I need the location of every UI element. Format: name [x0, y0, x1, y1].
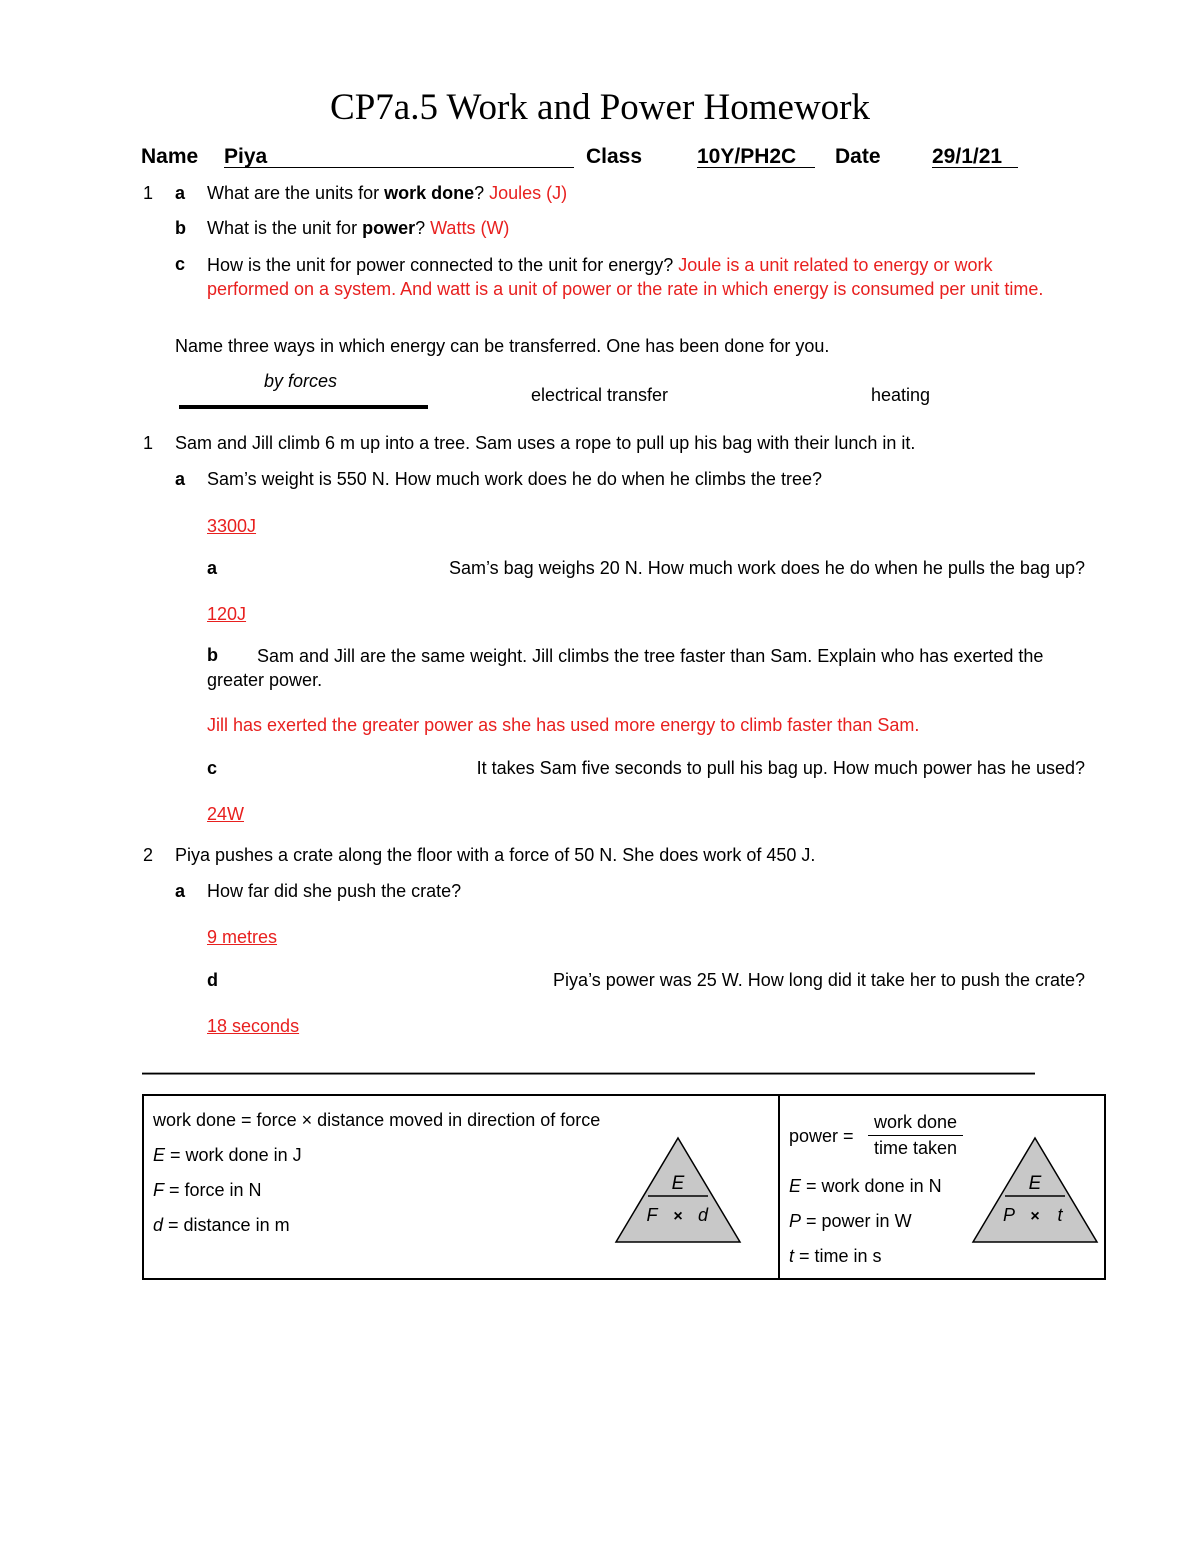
question-text: It takes Sam five seconds to pull his bag up. How much power has he used? — [476, 758, 1085, 778]
question-1a: What are the units for work done? Joules (J) — [207, 183, 568, 203]
question-1c: How is the unit for power connected to the unit for energy? Joule is a unit related to energy or work performed on a system. And watt is a unit of power or the rate in which energy is consumed per unit time. — [207, 255, 1044, 299]
answer: Jill has exerted the greater power as she has used more energy to climb faster than Sam. — [207, 715, 920, 735]
ways-prompt: Name three ways in which energy can be transferred. One has been done for you. — [175, 336, 830, 356]
page-title: CP7a.5 Work and Power Homework — [330, 87, 870, 128]
variable-line: F = force in N — [153, 1180, 262, 1200]
variable-line: t = time in s — [789, 1246, 882, 1266]
class-underline — [697, 167, 815, 168]
date-value[interactable]: 29/1/21 — [932, 145, 1003, 168]
triangle-bottom-right: t — [1057, 1205, 1063, 1225]
question-number: 2 — [143, 845, 154, 865]
part-letter: d — [207, 970, 218, 990]
class-label: Class — [586, 145, 643, 168]
ways-example-line — [179, 405, 428, 409]
answer-1c: Joule is a unit related to energy or work performed on a system. And watt is a unit of power or the rate in which energy is consumed per unit time. — [207, 255, 1044, 299]
answer: 24W — [207, 804, 245, 824]
variable-line: E = work done in J — [153, 1145, 302, 1165]
triangle-operator: × — [1030, 1208, 1040, 1225]
dashed-divider: ——————————————————————————————————————————————— — [142, 1063, 1035, 1084]
part-letter: a — [207, 558, 218, 578]
part-letter: b — [175, 218, 186, 238]
question-stem: Piya pushes a crate along the floor with a force of 50 N. She does work of 450 J. — [175, 845, 816, 865]
power-triangle — [971, 1136, 1099, 1246]
ways-answer-1[interactable]: electrical transfer — [531, 385, 669, 405]
answer: 120J — [207, 604, 247, 624]
date-label: Date — [835, 145, 881, 168]
part-letter: a — [175, 183, 186, 203]
triangle-bottom-left: F — [646, 1205, 658, 1225]
power-label: power = — [789, 1126, 854, 1146]
answer-1b: Watts (W) — [430, 218, 510, 238]
formula-box — [142, 1094, 1106, 1280]
answer: 9 metres — [207, 927, 278, 947]
part-letter: a — [175, 469, 186, 489]
fraction-bar — [868, 1135, 963, 1136]
triangle-bottom-right: d — [697, 1205, 709, 1225]
variable-line: E = work done in N — [789, 1176, 942, 1196]
question-stem: Sam and Jill climb 6 m up into a tree. Sam uses a rope to pull up his bag with their lunch in it. — [175, 433, 916, 453]
question-number: 1 — [143, 183, 154, 203]
power-denominator: time taken — [873, 1138, 958, 1158]
part-letter: c — [175, 254, 186, 274]
name-value[interactable]: Piya — [224, 145, 268, 168]
question-text: Sam and Jill are the same weight. Jill climbs the tree faster than Sam. Explain who has exerted the greater power. — [207, 646, 1044, 690]
question-text: How far did she push the crate? — [207, 881, 462, 901]
variable-line: d = distance in m — [153, 1215, 290, 1235]
question-text: Sam’s weight is 550 N. How much work does he do when he climbs the tree? — [207, 469, 822, 489]
class-value[interactable]: 10Y/PH2C — [697, 145, 797, 168]
ways-example: by forces — [264, 371, 338, 391]
part-letter: b — [207, 645, 218, 665]
date-underline — [932, 167, 1018, 168]
answer-1a: Joules (J) — [489, 183, 568, 203]
ways-answer-2[interactable]: heating — [871, 385, 931, 405]
answer: 18 seconds — [207, 1016, 300, 1036]
question-number: 1 — [143, 433, 154, 453]
triangle-top: E — [1028, 1173, 1042, 1194]
question-text: Sam’s bag weighs 20 N. How much work does he do when he pulls the bag up? — [448, 558, 1085, 578]
triangle-top: E — [671, 1173, 685, 1194]
name-underline — [224, 167, 574, 168]
triangle-bottom-left: P — [1002, 1205, 1016, 1225]
formula-box-divider — [778, 1096, 780, 1278]
part-letter: a — [175, 881, 186, 901]
question-1b: What is the unit for power? Watts (W) — [207, 218, 510, 238]
part-letter: c — [207, 758, 218, 778]
variable-line: P = power in W — [789, 1211, 912, 1231]
question-text: Piya’s power was 25 W. How long did it take her to push the crate? — [553, 970, 1085, 990]
name-label: Name — [141, 145, 199, 168]
triangle-operator: × — [673, 1208, 683, 1225]
power-numerator: work done — [873, 1112, 958, 1132]
answer: 3300J — [207, 516, 257, 536]
work-equation: work done = force × distance moved in direction of force — [153, 1110, 601, 1130]
work-triangle — [614, 1136, 742, 1246]
